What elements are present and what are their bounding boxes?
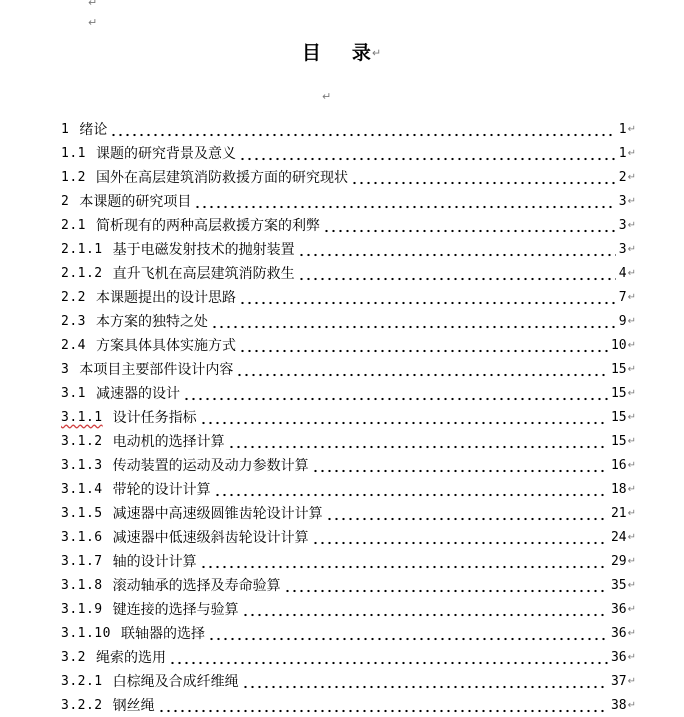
toc-entry[interactable] (61, 189, 636, 213)
paragraph-mark: ↵ (627, 147, 636, 159)
toc-entry[interactable] (61, 501, 636, 525)
toc-heading (0, 42, 684, 65)
toc-entry-title: 轴的设计计算 (112, 554, 197, 570)
toc-entry-title: 绪论 (79, 122, 108, 138)
toc-entry-page: 36 (610, 649, 627, 665)
toc-entry[interactable] (61, 597, 636, 621)
toc-entry[interactable] (61, 213, 636, 237)
paragraph-mark: ↵ (627, 339, 636, 351)
toc-dot-leader (298, 243, 616, 257)
toc-entry-number: 3.1.2 (61, 433, 103, 449)
toc-entry-title: 减速器中低速级斜齿轮设计计算 (112, 530, 309, 546)
toc-entry-page: 36 (610, 601, 627, 617)
toc-entry-title: 本项目主要部件设计内容 (79, 362, 234, 378)
toc-entry[interactable] (61, 477, 636, 501)
toc-entry-number: 2.1 (61, 217, 86, 233)
toc-dot-leader (194, 195, 615, 209)
paragraph-mark: ↵ (627, 555, 636, 567)
paragraph-mark: ↵ (627, 579, 636, 591)
toc-dot-leader (323, 219, 616, 233)
toc-entry[interactable] (61, 117, 636, 141)
toc-entry[interactable] (61, 357, 636, 381)
toc-entry-title: 本方案的独特之处 (95, 314, 208, 330)
toc-entry-title: 电动机的选择计算 (112, 434, 225, 450)
toc-entry-number: 2.3 (61, 313, 86, 329)
toc-entry-number: 3 (61, 361, 70, 377)
toc-entry[interactable] (61, 333, 636, 357)
toc-dot-leader (169, 651, 608, 665)
toc-entry-number: 2.1.2 (61, 265, 103, 281)
toc-entry-title: 设计任务指标 (112, 410, 197, 426)
toc-entry[interactable] (61, 261, 636, 285)
toc-entry[interactable] (61, 141, 636, 165)
toc-entry-number: 2.1.1 (61, 241, 103, 257)
toc-dot-leader (110, 123, 615, 137)
toc-entry-number: 3.1 (61, 385, 86, 401)
paragraph-mark: ↵ (627, 651, 636, 663)
toc-entry-number: 3.1.6 (61, 529, 103, 545)
toc-entry-title: 减速器的设计 (95, 386, 180, 402)
paragraph-mark: ↵ (627, 435, 636, 447)
toc-entry[interactable] (61, 237, 636, 261)
paragraph-mark: ↵ (627, 315, 636, 327)
paragraph-mark: ↵ (627, 387, 636, 399)
toc-entry-number: 3.1.8 (61, 577, 103, 593)
toc-entry-number: 1.1 (61, 145, 86, 161)
toc-entry-title: 本课题提出的设计思路 (95, 290, 236, 306)
toc-entry-title: 白棕绳及合成纤维绳 (112, 674, 239, 690)
paragraph-mark: ↵ (627, 411, 636, 423)
toc-entry[interactable] (61, 693, 636, 717)
toc-dot-leader (239, 291, 616, 305)
toc-entry-page: 15 (610, 361, 627, 377)
paragraph-mark: ↵ (627, 195, 636, 207)
paragraph-mark: ↵ (627, 531, 636, 543)
toc-dot-leader (228, 435, 608, 449)
toc-entry-page: 15 (610, 433, 627, 449)
table-of-contents (61, 117, 636, 717)
toc-entry-title: 基于电磁发射技术的抛射装置 (112, 242, 295, 258)
paragraph-mark: ↵ (88, 16, 98, 29)
toc-entry-title: 滚动轴承的选择及寿命验算 (112, 578, 281, 594)
toc-entry[interactable] (61, 453, 636, 477)
toc-entry-number: 3.1.10 (61, 625, 111, 641)
paragraph-mark: ↵ (627, 171, 636, 183)
toc-entry[interactable] (61, 405, 636, 429)
toc-entry-title: 简析现有的两种高层救援方案的利弊 (95, 218, 320, 234)
toc-dot-leader (208, 627, 608, 641)
toc-entry-page: 36 (610, 625, 627, 641)
toc-entry-number: 3.2 (61, 649, 86, 665)
toc-entry-title: 带轮的设计计算 (112, 482, 211, 498)
toc-entry[interactable] (61, 285, 636, 309)
paragraph-mark: ↵ (322, 90, 332, 103)
toc-entry-page: 2 (618, 169, 627, 185)
toc-entry-number: 3.1.7 (61, 553, 103, 569)
toc-entry-number: 2.2 (61, 289, 86, 305)
toc-entry-page: 18 (610, 481, 627, 497)
toc-entry-page: 29 (610, 553, 627, 569)
toc-dot-leader (239, 339, 608, 353)
paragraph-mark: ↵ (627, 219, 636, 231)
toc-entry-page: 3 (618, 241, 627, 257)
paragraph-mark: ↵ (627, 363, 636, 375)
toc-dot-leader (312, 531, 608, 545)
toc-entry-page: 35 (610, 577, 627, 593)
paragraph-mark: ↵ (627, 603, 636, 615)
paragraph-mark: ↵ (627, 507, 636, 519)
toc-entry-page: 21 (610, 505, 627, 521)
toc-dot-leader (211, 315, 616, 329)
toc-entry-number: 1.2 (61, 169, 86, 185)
toc-entry[interactable] (61, 621, 636, 645)
paragraph-mark: ↵ (627, 123, 636, 135)
toc-entry-page: 9 (618, 313, 627, 329)
toc-entry-number: 3.1.4 (61, 481, 103, 497)
toc-dot-leader (239, 147, 616, 161)
toc-entry-number: 2.4 (61, 337, 86, 353)
toc-entry-number: 1 (61, 121, 70, 137)
toc-dot-leader (242, 675, 608, 689)
toc-dot-leader (284, 579, 608, 593)
toc-entry-page: 38 (610, 697, 627, 713)
toc-entry[interactable] (61, 525, 636, 549)
paragraph-mark: ↵ (627, 291, 636, 303)
paragraph-mark: ↵ (627, 627, 636, 639)
toc-entry[interactable] (61, 309, 636, 333)
toc-entry-page: 3 (618, 217, 627, 233)
paragraph-mark: ↵ (627, 459, 636, 471)
toc-dot-leader (326, 507, 608, 521)
paragraph-mark: ↵ (627, 483, 636, 495)
paragraph-mark: ↵ (627, 243, 636, 255)
toc-dot-leader (298, 267, 616, 281)
toc-entry[interactable] (61, 429, 636, 453)
toc-entry-title: 本课题的研究项目 (79, 194, 192, 210)
toc-entry-number: 3.1.1 (61, 409, 103, 425)
toc-entry-number: 3.2.1 (61, 673, 103, 689)
toc-entry-title: 直升飞机在高层建筑消防救生 (112, 266, 295, 282)
toc-entry-title: 键连接的选择与验算 (112, 602, 239, 618)
toc-dot-leader (312, 459, 608, 473)
toc-entry[interactable] (61, 165, 636, 189)
toc-entry[interactable] (61, 573, 636, 597)
toc-dot-leader (200, 555, 608, 569)
toc-entry-title: 减速器中高速级圆锥齿轮设计计算 (112, 506, 323, 522)
paragraph-mark: ↵ (627, 267, 636, 279)
toc-entry-number: 2 (61, 193, 70, 209)
toc-dot-leader (242, 603, 608, 617)
toc-entry-page: 10 (610, 337, 627, 353)
toc-entry-page: 7 (618, 289, 627, 305)
toc-entry[interactable] (61, 549, 636, 573)
toc-entry-page: 24 (610, 529, 627, 545)
toc-entry-page: 16 (610, 457, 627, 473)
paragraph-mark: ↵ (627, 699, 636, 711)
toc-entry-title: 课题的研究背景及意义 (95, 146, 236, 162)
toc-entry-title: 传动装置的运动及动力参数计算 (112, 458, 309, 474)
toc-dot-leader (214, 483, 608, 497)
toc-heading-part2: 录 (351, 42, 372, 64)
toc-entry-title: 绳索的选用 (95, 650, 166, 666)
toc-entry-page: 37 (610, 673, 627, 689)
toc-dot-leader (158, 699, 608, 713)
toc-entry-page: 1 (618, 145, 627, 161)
toc-entry-number: 3.1.5 (61, 505, 103, 521)
paragraph-mark: ↵ (88, 0, 98, 9)
toc-entry-title: 钢丝绳 (112, 698, 155, 714)
toc-entry-page: 3 (618, 193, 627, 209)
toc-entry-number: 3.1.9 (61, 601, 103, 617)
toc-dot-leader (183, 387, 608, 401)
toc-entry-page: 4 (618, 265, 627, 281)
toc-entry[interactable] (61, 381, 636, 405)
toc-dot-leader (200, 411, 608, 425)
toc-entry-number: 3.1.3 (61, 457, 103, 473)
paragraph-mark: ↵ (627, 675, 636, 687)
toc-entry-page: 15 (610, 409, 627, 425)
toc-entry[interactable] (61, 645, 636, 669)
toc-entry[interactable] (61, 669, 636, 693)
paragraph-mark: ↵ (371, 46, 383, 60)
toc-dot-leader (351, 171, 616, 185)
toc-entry-page: 1 (618, 121, 627, 137)
toc-entry-title: 方案具体具体实施方式 (95, 338, 236, 354)
toc-entry-number: 3.2.2 (61, 697, 103, 713)
toc-entry-title: 国外在高层建筑消防救援方面的研究现状 (95, 170, 348, 186)
toc-entry-page: 15 (610, 385, 627, 401)
toc-heading-part1: 目 (301, 42, 322, 64)
toc-entry-title: 联轴器的选择 (120, 626, 205, 642)
toc-dot-leader (236, 363, 608, 377)
